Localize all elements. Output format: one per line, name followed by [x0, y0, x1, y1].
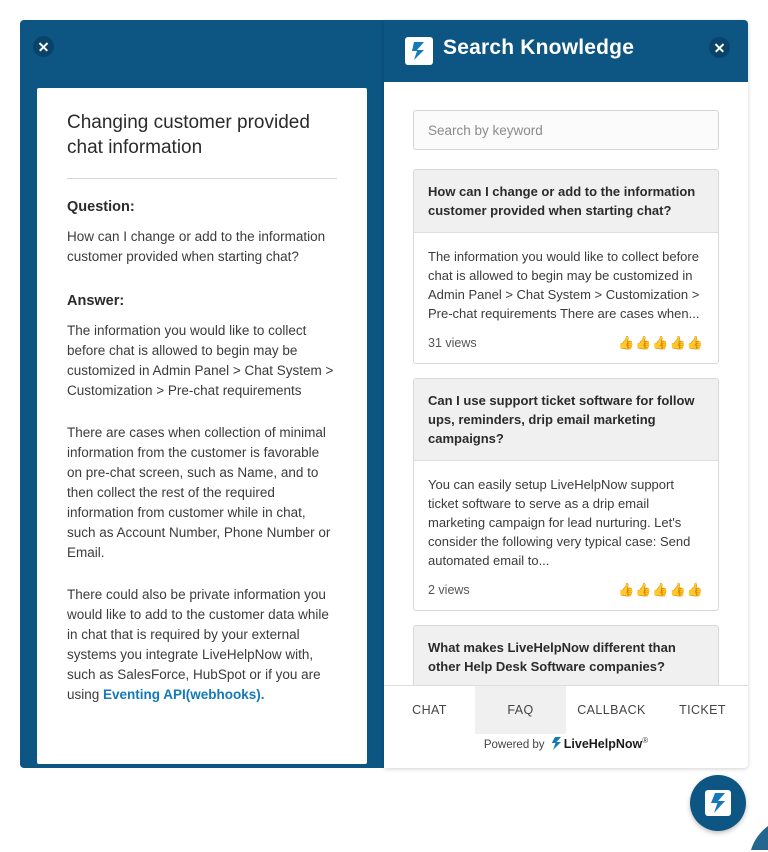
- knowledge-close-button[interactable]: [709, 37, 731, 59]
- page-title: Changing customer provided chat information: [67, 112, 310, 158]
- result-body: [414, 461, 718, 610]
- answer-paragraph-with-link: [67, 585, 337, 705]
- result-meta: [428, 335, 704, 353]
- trademark-symbol: ®: [642, 736, 649, 745]
- result-title: How can I change or add to the information customer provided when starting chat?: [414, 170, 718, 233]
- knowledge-body: [384, 82, 748, 686]
- tab-ticket[interactable]: TICKET: [657, 686, 748, 734]
- knowledge-window: [384, 20, 748, 768]
- knowledge-title: Search Knowledge: [443, 36, 635, 59]
- result-rating: 👍👍👍👍👍: [618, 335, 704, 350]
- result-body: [414, 233, 718, 363]
- article-close-button[interactable]: [33, 36, 55, 58]
- knowledge-header: [384, 20, 748, 82]
- result-title: What makes LiveHelpNow different than other Help Desk Software companies?: [414, 626, 718, 686]
- search-results-list: [413, 169, 719, 686]
- result-snippet: You can easily setup LiveHelpNow support ticket software to serve as a drip email marketing campaign for lead nurturing. Let's consider the following very typical case: Send automated email to...: [428, 477, 691, 568]
- corner-arrow-icon: [738, 822, 768, 852]
- tab-chat[interactable]: CHAT: [384, 686, 475, 734]
- brand-name: LiveHelpNow: [563, 736, 643, 751]
- channel-tabs: [384, 686, 748, 734]
- result-snippet: The information you would like to collect before chat is allowed to begin may be customized in Admin Panel > Chat System > Customization > Pre-chat requirements There are cases when...: [428, 249, 700, 321]
- article-window: [20, 20, 384, 768]
- livehelpnow-launcher-icon: [705, 790, 731, 816]
- tab-callback[interactable]: CALLBACK: [566, 686, 657, 734]
- close-icon: [709, 37, 730, 58]
- tab-faq[interactable]: FAQ: [475, 686, 566, 734]
- result-title: Can I use support ticket software for follow ups, reminders, drip email marketing campaigns?: [414, 379, 718, 461]
- result-meta: [428, 582, 704, 600]
- question-heading: Question:: [67, 199, 135, 215]
- livehelpnow-logo-icon: [405, 37, 433, 65]
- answer-heading: Answer:: [67, 293, 125, 309]
- paragraph-lead-text: There could also be private information you would like to add to the customer data while in chat that is required by your external systems you integrate LiveHelpNow with, such as SalesForce, HubSpot or if you are using: [67, 587, 329, 702]
- list-item[interactable]: [413, 378, 719, 611]
- list-item[interactable]: [413, 169, 719, 364]
- close-icon: [33, 36, 54, 57]
- eventing-api-link[interactable]: Eventing API(webhooks).: [103, 687, 265, 702]
- livehelpnow-logo-icon: [551, 737, 562, 753]
- result-views: 31 views: [428, 336, 477, 350]
- knowledge-footer: [384, 685, 748, 768]
- powered-by: [384, 736, 748, 753]
- result-views: 2 views: [428, 583, 470, 597]
- result-rating: 👍👍👍👍👍: [618, 582, 704, 597]
- article-card: [37, 88, 367, 764]
- answer-paragraph: The information you would like to collect before chat is allowed to begin may be customized in Admin Panel > Chat System > Customization > Pre-chat requirements: [67, 323, 334, 398]
- search-input[interactable]: [413, 110, 719, 150]
- powered-by-prefix: Powered by: [483, 738, 545, 751]
- divider: [67, 178, 337, 179]
- question-text: How can I change or add to the information customer provided when starting chat?: [67, 229, 326, 264]
- list-item[interactable]: [413, 625, 719, 686]
- answer-paragraph: There are cases when collection of minimal information from the customer is favorable on pre-chat screen, such as Name, and to then collect the rest of the required information from customer while in chat, such as Account Number, Phone Number or Email.: [67, 425, 331, 560]
